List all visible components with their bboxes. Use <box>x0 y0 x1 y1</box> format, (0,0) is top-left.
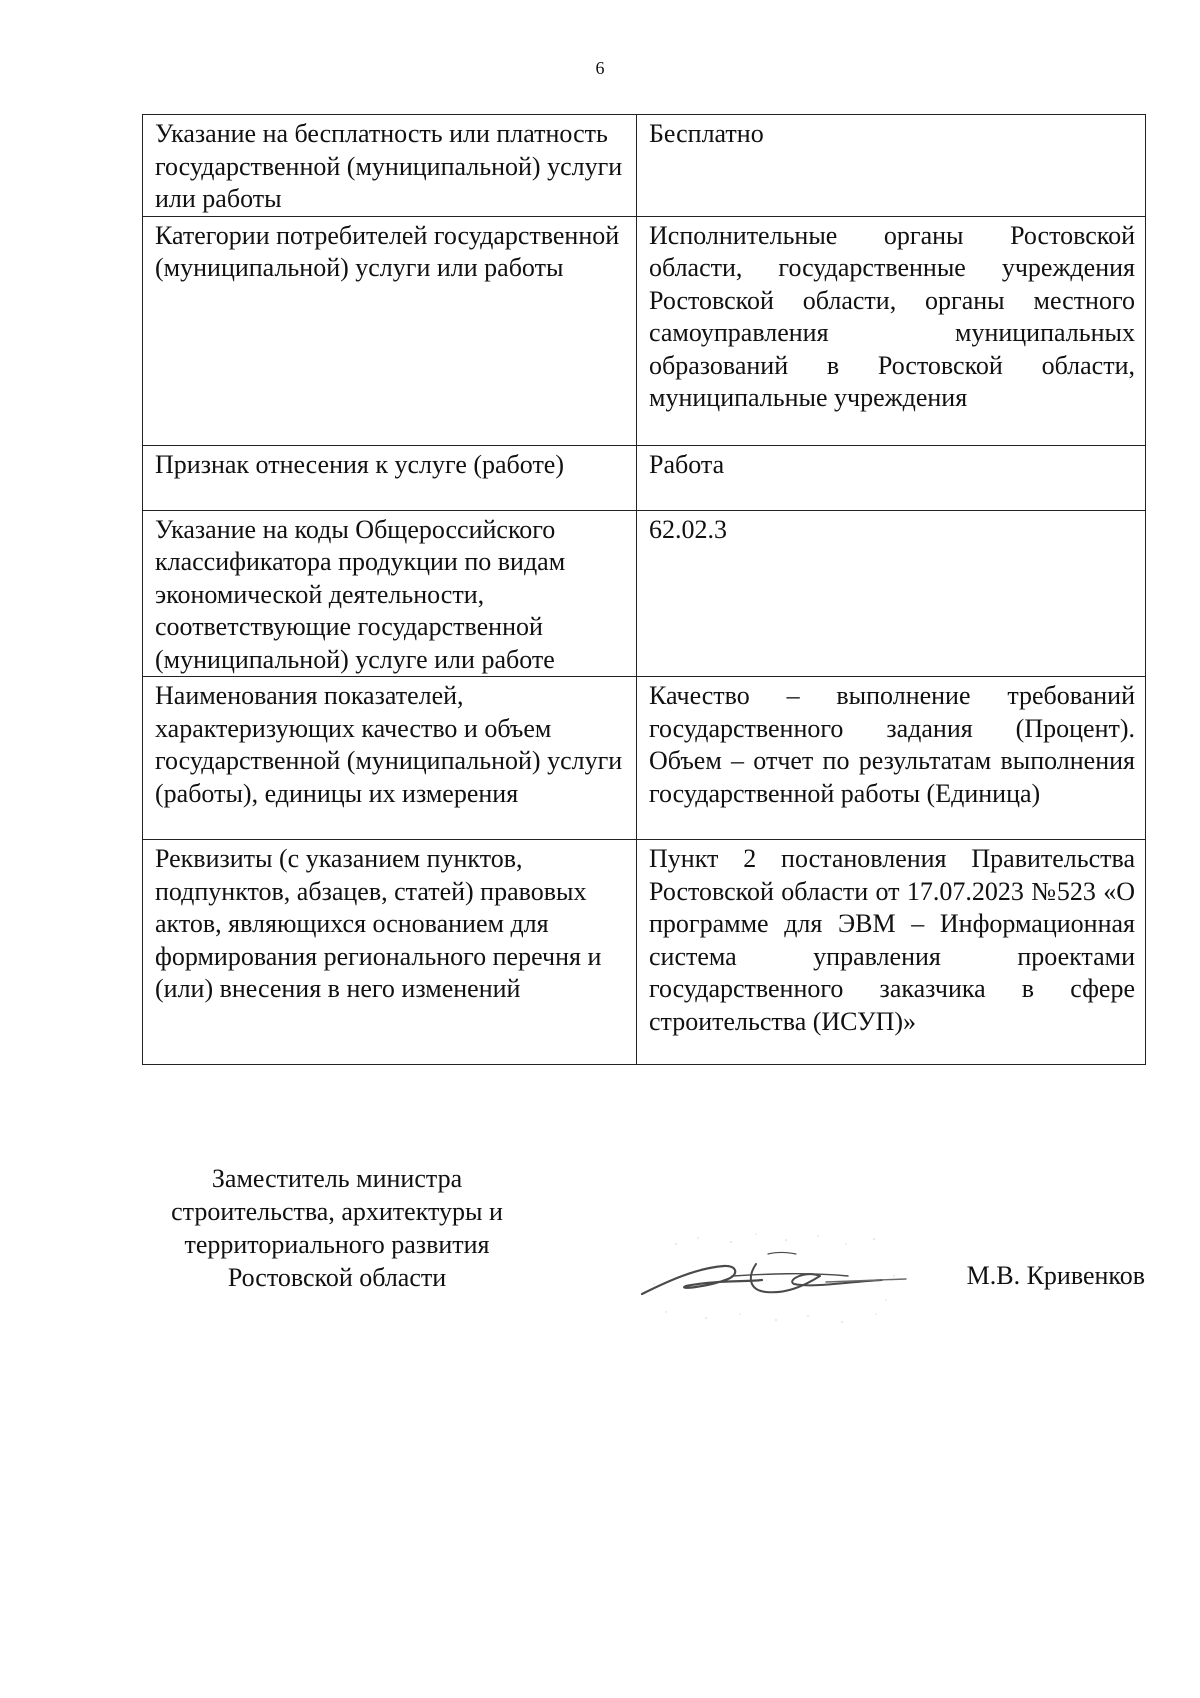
table-row <box>143 115 1146 217</box>
table-row <box>143 445 1146 510</box>
table-row <box>143 510 1146 677</box>
signatory-name: М.В. Кривенков <box>966 1261 1145 1290</box>
row-value: Бесплатно <box>637 115 1146 217</box>
signatory-title-line: Ростовской области <box>227 1263 447 1292</box>
signatory-title-line: территориального развития <box>184 1230 490 1259</box>
signatory-title-line: строительства, архитектуры и <box>171 1197 503 1226</box>
signatory-title-line: Заместитель министра <box>211 1164 463 1193</box>
row-value: Исполнительные органы Ростовской области, государственные учреждения Ростовской области, органы местного самоуправления муниципальных образований в Ростовской области, муниципальные учреждения <box>637 216 1146 445</box>
page-number: 6 <box>595 58 605 78</box>
row-value: Работа <box>637 445 1146 510</box>
table-row <box>143 840 1146 1065</box>
row-label: Указание на бесплатность или платность государственной (муниципальной) услуги или работы <box>143 115 637 217</box>
table-row <box>143 216 1146 445</box>
signature-speckle <box>653 1233 894 1322</box>
row-label: Указание на коды Общероссийского классификатора продукции по видам экономической деятельности, соответствующие государственной (муниципальной) услуге или работе <box>143 510 637 677</box>
row-value: Качество – выполнение требований государственного задания (Процент). Объем – отчет по результатам выполнения государственной работы (Единица) <box>637 677 1146 840</box>
handwritten-signature <box>636 1224 916 1334</box>
signatory-title <box>142 1162 532 1294</box>
row-label: Признак отнесения к услуге (работе) <box>143 445 637 510</box>
row-label: Категории потребителей государственной (муниципальной) услуги или работы <box>143 216 637 445</box>
row-label: Наименования показателей, характеризующих качество и объем государственной (муниципальной) услуги (работы), единицы их измерения <box>143 677 637 840</box>
registry-table <box>142 114 1146 1065</box>
row-value: 62.02.3 <box>637 510 1146 677</box>
table-row <box>143 677 1146 840</box>
row-label: Реквизиты (с указанием пунктов, подпунктов, абзацев, статей) правовых актов, являющихся основанием для формирования регионального перечня и (или) внесения в него изменений <box>143 840 637 1065</box>
row-value: Пункт 2 постановления Правительства Ростовской области от 17.07.2023 №523 «О программе для ЭВМ – Информационная система управления проектами государственного заказчика в сфере строительства (ИСУП)» <box>637 840 1146 1065</box>
